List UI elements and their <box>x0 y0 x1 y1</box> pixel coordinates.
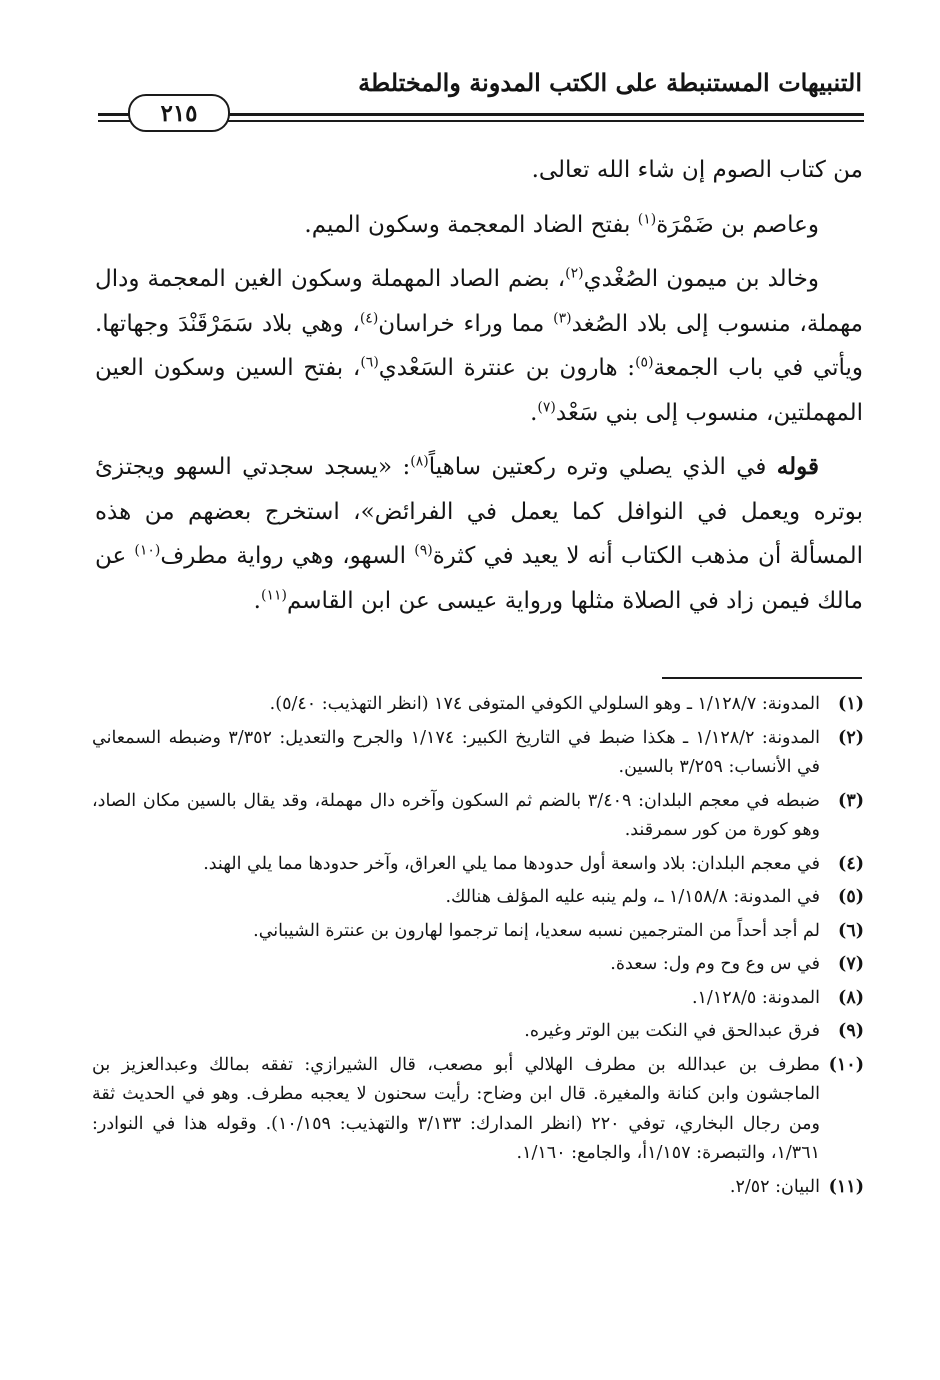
footnote-text: في المدونة: ١/١٥٨/٨ ـ، ولم ينبه عليه المؤلف هنالك. <box>445 887 820 907</box>
footnote-item <box>92 850 864 880</box>
text-run: مما وراء خراسان <box>378 310 554 337</box>
footnote-ref[interactable]: (١) <box>637 210 657 227</box>
main-text <box>95 148 863 623</box>
footnote-number: (١٠) <box>828 1054 864 1075</box>
text-run: في الذي يصلي وتره ركعتين ساهياً <box>428 454 777 480</box>
text-run: . <box>530 399 538 426</box>
footnote-ref[interactable]: (٩) <box>414 542 433 559</box>
footnote-ref[interactable]: (٢) <box>565 265 584 282</box>
paragraph-3 <box>95 257 863 435</box>
text-run: : «يسجد سجدتي السهو ويجتزئ بوتره ويعمل في النوافل كما يعمل في الفرائض»، استخرج بعضهم من هذه المسألة أن مذهب الكتاب أنه لا يعيد في كثرة <box>95 454 864 569</box>
footnote-item <box>92 950 864 980</box>
footnote-number: (٩) <box>838 1021 864 1041</box>
footnotes <box>92 690 864 1206</box>
footnote-number: (٤) <box>838 853 864 874</box>
footnote-text: المدونة: ١/١٢٨/٢ ـ هكذا ضبط في التاريخ الكبير: ١/١٧٤ والجرح والتعديل: ٣/٣٥٢ وضبطه السمعاني في الأنساب: ٣/٢٥٩ بالسين. <box>92 727 821 777</box>
footnote-number: (٨) <box>838 987 864 1008</box>
bold-lead-word: قوله <box>776 453 819 480</box>
footnote-item <box>92 917 864 947</box>
footnote-text: البيان: ٢/٥٢. <box>729 1176 820 1197</box>
footnote-item <box>92 883 864 913</box>
footnote-item <box>92 787 864 846</box>
footnote-ref[interactable]: (١١) <box>260 586 287 603</box>
text-run: : هارون بن عنترة السَعْدي <box>378 355 636 381</box>
footnote-ref[interactable]: (٣) <box>553 309 572 326</box>
footnote-text: فرق عبدالحق في النكت بين الوتر وغيره. <box>524 1021 820 1041</box>
footnote-ref[interactable]: (٥) <box>635 354 654 371</box>
footnote-number: (٦) <box>838 920 864 941</box>
paragraph-4 <box>95 445 863 623</box>
page-number-badge <box>128 94 230 132</box>
paragraph-2 <box>95 203 863 248</box>
text-run: عن مالك فيمن زاد في الصلاة مثلها ورواية عيسى عن ابن القاسم <box>95 543 863 614</box>
footnote-text: ضبطه في معجم البلدان: ٣/٤٠٩ بالضم ثم السكون وآخره دال مهملة، وقد يقال بالسين مكان الصاد، وهو كورة من كور سمرقند. <box>92 790 820 840</box>
running-header-title: التنبيهات المستنبطة على الكتب المدونة والمختلطة <box>358 68 862 97</box>
text-run: ، وهي بلاد سَمَرْقَنْدَ وجهاتها. ويأتي في باب الجمعة <box>95 310 864 381</box>
text-run: ، بفتح السين وسكون العين المهملتين، منسوب إلى بني سَعْد <box>95 355 863 426</box>
footnote-text: المدونة: ١/١٢٨/٥. <box>691 987 820 1008</box>
footnote-text: في س وع وح وم ول: سعدة. <box>610 954 820 974</box>
footnote-number: (١) <box>838 694 864 714</box>
text-run: . <box>253 587 261 614</box>
footnote-item <box>92 984 864 1014</box>
text-run: وخالد بن ميمون الصُغْدي <box>583 266 819 292</box>
footnote-text: لم أجد أحداً من المترجمين نسبه سعديا، إنما ترجموا لهارون بن عنترة الشيباني. <box>253 920 820 941</box>
footnote-number: (٣) <box>838 790 864 811</box>
footnote-separator <box>662 677 862 679</box>
text-run: وعاصم بن ضَمْرَة <box>656 211 819 238</box>
paragraph-1-text: من كتاب الصوم إن شاء الله تعالى. <box>531 157 863 183</box>
footnote-item <box>92 1017 864 1047</box>
footnote-ref[interactable]: (٤) <box>359 309 379 326</box>
text-run: بفتح الضاد المعجمة وسكون الميم. <box>304 211 638 238</box>
footnote-number: (٢) <box>838 727 864 748</box>
footnote-item <box>92 690 864 720</box>
footnote-ref[interactable]: (٨) <box>410 453 429 470</box>
footnote-item <box>92 1173 864 1203</box>
text-run: السهو، وهي رواية مطرف <box>160 543 415 569</box>
footnote-number: (١١) <box>828 1176 864 1197</box>
footnote-item <box>92 1051 864 1169</box>
footnote-number: (٧) <box>838 954 864 974</box>
page-number: ٢١٥ <box>160 99 198 127</box>
footnote-text: في معجم البلدان: بلاد واسعة أول حدودها مما يلي العراق، وآخر حدودها مما يلي الهند. <box>203 853 820 874</box>
footnote-number: (٥) <box>838 887 864 907</box>
footnote-item <box>92 724 864 783</box>
footnote-text: مطرف بن عبدالله بن مطرف الهلالي أبو مصعب، قال الشيرازي: تفقه بمالك وعبدالعزيز بن الماجشون وابن كنانة والمغيرة. قال ابن وضاح: رأيت سحنون لا يعجبه مطرف. وهو في الحديث ثقة ومن رجال البخاري، توفي ٢٢٠ (انظر المدارك: ٣/١٣٣ والتهذيب: ١٠/١٥٩). وقوله هذا في النوادر: ١/٣٦١، والتبصرة: ١/١٥٧أ، والجامع: ١/١٦٠. <box>92 1054 820 1163</box>
footnote-ref[interactable]: (٦) <box>360 354 379 371</box>
footnote-ref[interactable]: (١٠) <box>134 542 161 559</box>
text-run: ، بضم الصاد المهملة وسكون الغين المعجمة ودال مهملة، منسوب إلى بلاد الصُغد <box>95 266 864 337</box>
paragraph-1 <box>95 148 863 193</box>
footnote-text: المدونة: ١/١٢٨/٧ ـ وهو السلولي الكوفي المتوفى ١٧٤ (انظر التهذيب: ٥/٤٠). <box>269 694 820 714</box>
footnote-ref[interactable]: (٧) <box>537 398 556 415</box>
